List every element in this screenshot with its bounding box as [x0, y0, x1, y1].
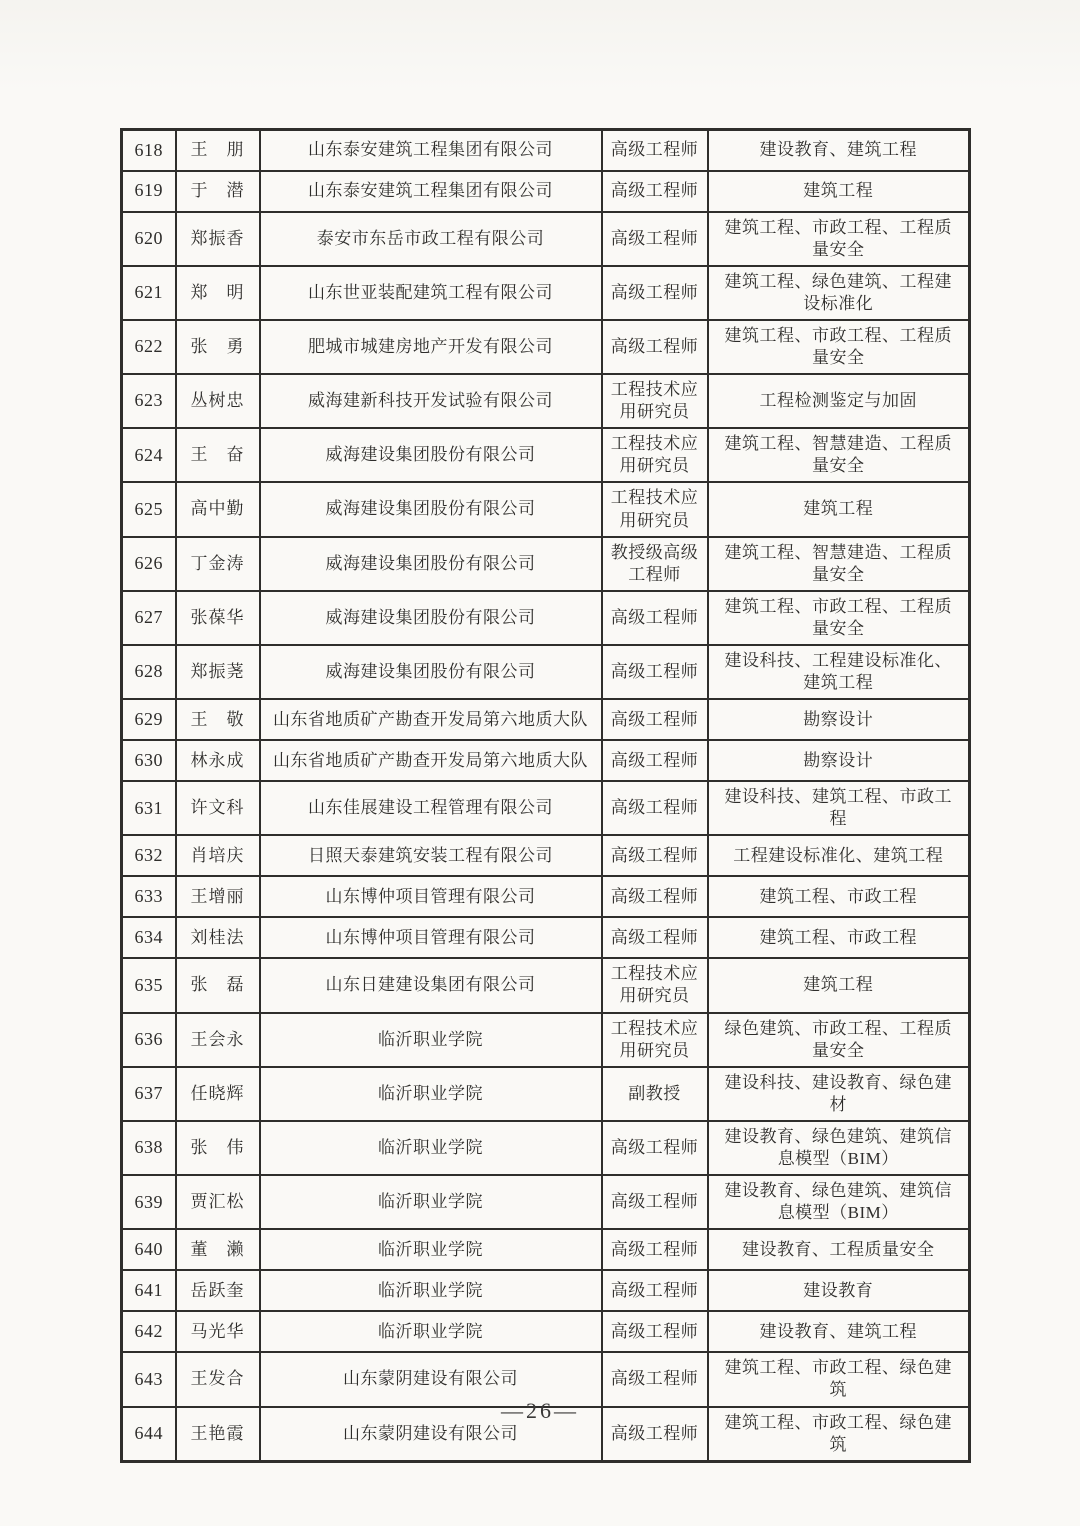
cell-specialty: 建设教育、绿色建筑、建筑信息模型（BIM） — [708, 1121, 970, 1175]
cell-person-name: 马光华 — [176, 1311, 260, 1352]
cell-row-number: 640 — [122, 1229, 176, 1270]
cell-row-number: 629 — [122, 699, 176, 740]
cell-company: 山东日建建设集团有限公司 — [260, 958, 602, 1012]
cell-specialty: 建设科技、建设教育、绿色建材 — [708, 1067, 970, 1121]
table-row — [122, 876, 970, 917]
cell-row-number: 630 — [122, 740, 176, 781]
cell-title: 高级工程师 — [602, 171, 708, 212]
cell-person-name: 许文科 — [176, 781, 260, 835]
cell-specialty: 勘察设计 — [708, 699, 970, 740]
cell-title: 高级工程师 — [602, 699, 708, 740]
cell-title: 高级工程师 — [602, 1121, 708, 1175]
table-row — [122, 320, 970, 374]
cell-company: 威海建新科技开发试验有限公司 — [260, 374, 602, 428]
cell-company: 山东博仲项目管理有限公司 — [260, 876, 602, 917]
table-row — [122, 1013, 970, 1067]
cell-title: 高级工程师 — [602, 130, 708, 171]
cell-title: 教授级高级工程师 — [602, 537, 708, 591]
cell-specialty: 绿色建筑、市政工程、工程质量安全 — [708, 1013, 970, 1067]
table-row — [122, 1270, 970, 1311]
cell-company: 山东博仲项目管理有限公司 — [260, 917, 602, 958]
cell-company: 山东省地质矿产勘查开发局第六地质大队 — [260, 740, 602, 781]
cell-person-name: 王发合 — [176, 1352, 260, 1406]
table-row — [122, 171, 970, 212]
cell-person-name: 丛树忠 — [176, 374, 260, 428]
cell-company: 日照天泰建筑安装工程有限公司 — [260, 835, 602, 876]
cell-row-number: 624 — [122, 428, 176, 482]
cell-title: 高级工程师 — [602, 320, 708, 374]
table-row — [122, 699, 970, 740]
cell-company: 临沂职业学院 — [260, 1067, 602, 1121]
cell-specialty: 建筑工程、市政工程、工程质量安全 — [708, 212, 970, 266]
cell-row-number: 637 — [122, 1067, 176, 1121]
table-row — [122, 1175, 970, 1229]
cell-row-number: 641 — [122, 1270, 176, 1311]
cell-company: 肥城市城建房地产开发有限公司 — [260, 320, 602, 374]
cell-company: 山东泰安建筑工程集团有限公司 — [260, 171, 602, 212]
cell-row-number: 632 — [122, 835, 176, 876]
cell-title: 高级工程师 — [602, 1311, 708, 1352]
cell-title: 副教授 — [602, 1067, 708, 1121]
cell-company: 威海建设集团股份有限公司 — [260, 428, 602, 482]
cell-row-number: 620 — [122, 212, 176, 266]
cell-company: 泰安市东岳市政工程有限公司 — [260, 212, 602, 266]
cell-title: 高级工程师 — [602, 1175, 708, 1229]
cell-title: 高级工程师 — [602, 591, 708, 645]
cell-company: 临沂职业学院 — [260, 1013, 602, 1067]
cell-specialty: 建设教育 — [708, 1270, 970, 1311]
cell-row-number: 644 — [122, 1407, 176, 1462]
cell-company: 山东佳展建设工程管理有限公司 — [260, 781, 602, 835]
table-row — [122, 917, 970, 958]
cell-specialty: 建筑工程、市政工程、绿色建筑 — [708, 1352, 970, 1406]
cell-title: 高级工程师 — [602, 740, 708, 781]
cell-person-name: 董 濑 — [176, 1229, 260, 1270]
cell-specialty: 建筑工程、智慧建造、工程质量安全 — [708, 428, 970, 482]
cell-specialty: 建设教育、工程质量安全 — [708, 1229, 970, 1270]
cell-specialty: 建设教育、建筑工程 — [708, 130, 970, 171]
cell-specialty: 建设教育、绿色建筑、建筑信息模型（BIM） — [708, 1175, 970, 1229]
cell-person-name: 郑振荛 — [176, 645, 260, 699]
cell-company: 山东世亚装配建筑工程有限公司 — [260, 266, 602, 320]
cell-title: 工程技术应用研究员 — [602, 1013, 708, 1067]
cell-person-name: 张 磊 — [176, 958, 260, 1012]
cell-specialty: 建设教育、建筑工程 — [708, 1311, 970, 1352]
cell-title: 工程技术应用研究员 — [602, 958, 708, 1012]
cell-title: 高级工程师 — [602, 1229, 708, 1270]
cell-company: 临沂职业学院 — [260, 1229, 602, 1270]
cell-person-name: 任晓辉 — [176, 1067, 260, 1121]
table-row — [122, 1229, 970, 1270]
experts-roster-table — [120, 128, 971, 1463]
cell-row-number: 638 — [122, 1121, 176, 1175]
cell-row-number: 618 — [122, 130, 176, 171]
cell-row-number: 634 — [122, 917, 176, 958]
cell-title: 高级工程师 — [602, 917, 708, 958]
cell-person-name: 张 勇 — [176, 320, 260, 374]
cell-company: 威海建设集团股份有限公司 — [260, 482, 602, 536]
cell-title: 高级工程师 — [602, 645, 708, 699]
cell-company: 临沂职业学院 — [260, 1121, 602, 1175]
cell-title: 高级工程师 — [602, 266, 708, 320]
cell-specialty: 勘察设计 — [708, 740, 970, 781]
cell-person-name: 王艳霞 — [176, 1407, 260, 1462]
table-row — [122, 537, 970, 591]
cell-company: 威海建设集团股份有限公司 — [260, 645, 602, 699]
cell-title: 高级工程师 — [602, 1270, 708, 1311]
table-row — [122, 130, 970, 171]
cell-person-name: 郑 明 — [176, 266, 260, 320]
cell-title: 工程技术应用研究员 — [602, 482, 708, 536]
cell-person-name: 张 伟 — [176, 1121, 260, 1175]
cell-row-number: 622 — [122, 320, 176, 374]
table-row — [122, 428, 970, 482]
cell-row-number: 619 — [122, 171, 176, 212]
cell-specialty: 建筑工程、智慧建造、工程质量安全 — [708, 537, 970, 591]
cell-title: 高级工程师 — [602, 1352, 708, 1406]
cell-title: 工程技术应用研究员 — [602, 428, 708, 482]
cell-company: 临沂职业学院 — [260, 1175, 602, 1229]
cell-specialty: 建筑工程 — [708, 171, 970, 212]
cell-specialty: 建设科技、建筑工程、市政工程 — [708, 781, 970, 835]
page-number: —26— — [501, 1398, 579, 1423]
cell-person-name: 于 潜 — [176, 171, 260, 212]
cell-row-number: 631 — [122, 781, 176, 835]
cell-person-name: 王增丽 — [176, 876, 260, 917]
table-row — [122, 212, 970, 266]
cell-specialty: 建筑工程、市政工程、工程质量安全 — [708, 320, 970, 374]
cell-person-name: 王 奋 — [176, 428, 260, 482]
cell-company: 山东省地质矿产勘查开发局第六地质大队 — [260, 699, 602, 740]
table-row — [122, 781, 970, 835]
cell-person-name: 王 敬 — [176, 699, 260, 740]
cell-row-number: 633 — [122, 876, 176, 917]
cell-specialty: 建筑工程 — [708, 482, 970, 536]
cell-row-number: 642 — [122, 1311, 176, 1352]
cell-specialty: 建筑工程、市政工程、工程质量安全 — [708, 591, 970, 645]
cell-title: 高级工程师 — [602, 835, 708, 876]
table-row — [122, 374, 970, 428]
cell-person-name: 岳跃奎 — [176, 1270, 260, 1311]
cell-row-number: 635 — [122, 958, 176, 1012]
cell-specialty: 建筑工程、市政工程 — [708, 876, 970, 917]
cell-person-name: 肖培庆 — [176, 835, 260, 876]
cell-person-name: 刘桂法 — [176, 917, 260, 958]
cell-company: 山东蒙阴建设有限公司 — [260, 1407, 602, 1462]
cell-row-number: 625 — [122, 482, 176, 536]
table-row — [122, 266, 970, 320]
cell-specialty: 建筑工程、市政工程、绿色建筑 — [708, 1407, 970, 1462]
cell-company: 威海建设集团股份有限公司 — [260, 537, 602, 591]
cell-row-number: 639 — [122, 1175, 176, 1229]
cell-specialty: 建筑工程 — [708, 958, 970, 1012]
cell-company: 山东泰安建筑工程集团有限公司 — [260, 130, 602, 171]
cell-row-number: 628 — [122, 645, 176, 699]
cell-person-name: 林永成 — [176, 740, 260, 781]
cell-row-number: 627 — [122, 591, 176, 645]
table-body — [122, 130, 970, 1462]
cell-specialty: 建设科技、工程建设标准化、建筑工程 — [708, 645, 970, 699]
table-row — [122, 1121, 970, 1175]
cell-person-name: 郑振香 — [176, 212, 260, 266]
cell-row-number: 621 — [122, 266, 176, 320]
cell-person-name: 张葆华 — [176, 591, 260, 645]
table-row — [122, 482, 970, 536]
table-row — [122, 958, 970, 1012]
cell-specialty: 工程建设标准化、建筑工程 — [708, 835, 970, 876]
cell-company: 山东蒙阴建设有限公司 — [260, 1352, 602, 1406]
cell-specialty: 工程检测鉴定与加固 — [708, 374, 970, 428]
cell-company: 临沂职业学院 — [260, 1311, 602, 1352]
table-row — [122, 835, 970, 876]
table-row — [122, 1067, 970, 1121]
cell-title: 高级工程师 — [602, 781, 708, 835]
cell-title: 工程技术应用研究员 — [602, 374, 708, 428]
cell-title: 高级工程师 — [602, 876, 708, 917]
table-row — [122, 1311, 970, 1352]
table-row — [122, 740, 970, 781]
cell-person-name: 王会永 — [176, 1013, 260, 1067]
cell-company: 威海建设集团股份有限公司 — [260, 591, 602, 645]
cell-specialty: 建筑工程、市政工程 — [708, 917, 970, 958]
cell-company: 临沂职业学院 — [260, 1270, 602, 1311]
cell-person-name: 王 朋 — [176, 130, 260, 171]
cell-row-number: 623 — [122, 374, 176, 428]
cell-specialty: 建筑工程、绿色建筑、工程建设标准化 — [708, 266, 970, 320]
cell-person-name: 高中勤 — [176, 482, 260, 536]
cell-row-number: 626 — [122, 537, 176, 591]
table-row — [122, 591, 970, 645]
cell-title: 高级工程师 — [602, 1407, 708, 1462]
table-row — [122, 645, 970, 699]
cell-title: 高级工程师 — [602, 212, 708, 266]
cell-person-name: 贾汇松 — [176, 1175, 260, 1229]
cell-person-name: 丁金涛 — [176, 537, 260, 591]
cell-row-number: 643 — [122, 1352, 176, 1406]
cell-row-number: 636 — [122, 1013, 176, 1067]
